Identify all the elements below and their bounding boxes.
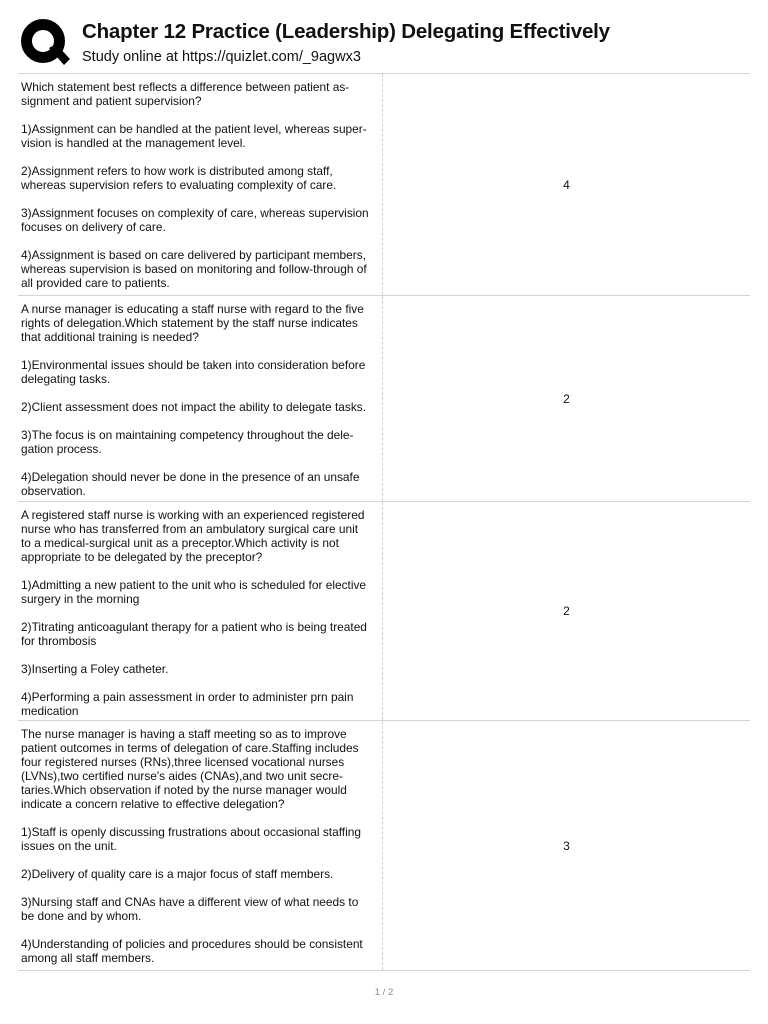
- answer-cell: [383, 721, 750, 970]
- option-text: 4)Understanding of policies and procedures should be consistent among all staff members.: [21, 937, 363, 965]
- option-text: 2)Assignment refers to how work is distributed among staff, whereas supervision refers to evaluating complexity of care.: [21, 164, 337, 192]
- answer-cell: [383, 502, 750, 720]
- page-number: 1 / 2: [374, 987, 394, 998]
- card-row: [18, 296, 750, 502]
- card-row: [18, 721, 750, 971]
- card-row: [18, 502, 750, 721]
- question-text: The nurse manager is having a staff meeting so as to improve patient outcomes in terms of delegation of care.Staffing includes four registered nurses (RNs),three licensed vocational nurses (LVNs),two certified nurse's aides (CNAs),and two unit secre- taries.Which observation if noted by the nurse manager would indicate a concern relative to effective delegation?: [21, 727, 359, 811]
- option-text: 3)Nursing staff and CNAs have a different view of what needs to be done and by whom.: [21, 895, 359, 923]
- answer-text: 2: [563, 391, 570, 406]
- quizlet-q-logo-icon: [20, 18, 70, 68]
- question-cell: [18, 502, 383, 720]
- option-text: 4)Assignment is based on care delivered by participant members, whereas supervision is based on monitoring and follow-through of all provided care to patients.: [21, 248, 367, 290]
- answer-text: 4: [563, 177, 570, 192]
- option-text: 4)Performing a pain assessment in order to administer prn pain medication: [21, 690, 354, 718]
- page-title: Chapter 12 Practice (Leadership) Delegating Effectively: [82, 20, 610, 43]
- option-text: 3)Inserting a Foley catheter.: [21, 662, 169, 676]
- question-cell: [18, 721, 383, 970]
- question-text: A registered staff nurse is working with an experienced registered nurse who has transferred from an ambulatory surgical care unit to a medical-surgical unit as a preceptor.Which activity is not appropriate to be delegated by the preceptor?: [21, 508, 365, 564]
- option-text: 2)Client assessment does not impact the ability to delegate tasks.: [21, 400, 367, 414]
- option-text: 1)Staff is openly discussing frustrations about occasional staffing issues on the unit.: [21, 825, 361, 853]
- question-cell: [18, 296, 383, 501]
- option-text: 1)Admitting a new patient to the unit who is scheduled for elective surgery in the morning: [21, 578, 367, 606]
- answer-text: 2: [563, 604, 570, 618]
- option-text: 1)Assignment can be handled at the patient level, whereas super- vision is handled at the management level.: [21, 122, 367, 150]
- option-text: 3)The focus is on maintaining competency throughout the dele- gation process.: [21, 428, 354, 456]
- flashcard-table: [18, 73, 750, 971]
- question-cell: [18, 74, 383, 295]
- study-online-link[interactable]: Study online at https://quizlet.com/_9agwx3: [82, 49, 361, 65]
- option-text: 2)Titrating anticoagulant therapy for a patient who is being treated for thrombosis: [21, 620, 367, 648]
- page-header: [0, 0, 768, 74]
- option-text: 2)Delivery of quality care is a major focus of staff members.: [21, 867, 334, 881]
- option-text: 4)Delegation should never be done in the presence of an unsafe observation.: [21, 470, 360, 498]
- answer-cell: [383, 74, 750, 295]
- card-row: [18, 74, 750, 296]
- answer-cell: [383, 296, 750, 501]
- answer-text: 3: [563, 838, 570, 853]
- question-text: A nurse manager is educating a staff nurse with regard to the five rights of delegation.Which statement by the staff nurse indicates that additional training is needed?: [21, 302, 364, 344]
- question-text: Which statement best reflects a difference between patient as- signment and patient supervision?: [21, 80, 350, 108]
- option-text: 3)Assignment focuses on complexity of care, whereas supervision focuses on delivery of care.: [21, 206, 369, 234]
- option-text: 1)Environmental issues should be taken into consideration before delegating tasks.: [21, 358, 366, 386]
